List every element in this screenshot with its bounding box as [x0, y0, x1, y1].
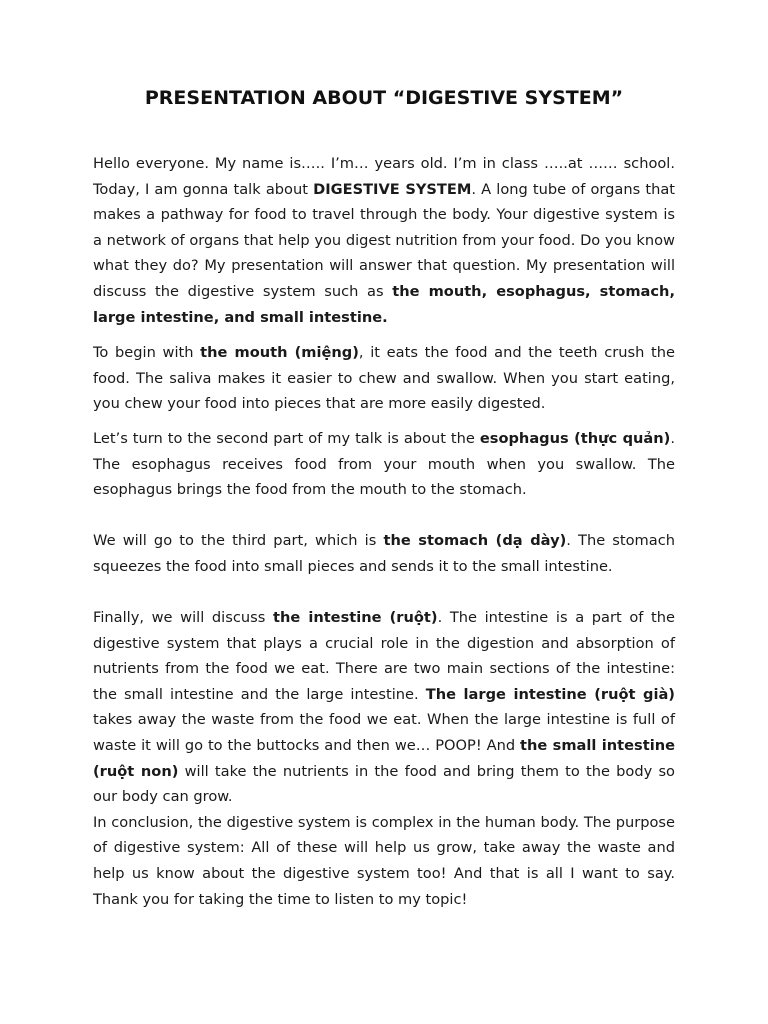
- paragraph-stomach: [93, 528, 675, 579]
- conclusion-text: In conclusion, the digestive system is complex in the human body. The purpose of digestive system: All of these will help us grow, take away the waste and help us know about the digestive system too! And that is all I want to say. Thank you for taking the time to listen to my topic!: [93, 813, 675, 908]
- document-title: PRESENTATION ABOUT “DIGESTIVE SYSTEM”: [144, 87, 624, 109]
- bold-organ-list: the mouth, esophagus, stomach, large intestine, and small intestine.: [93, 282, 675, 326]
- text-run: will take the nutrients in the food and bring them to the body so our body can grow.: [93, 762, 675, 806]
- bold-term-small-intestine: the small intestine (ruột non): [93, 736, 675, 780]
- paragraph-introduction: [93, 151, 675, 330]
- bold-term-large-intestine: The large intestine (ruột già): [425, 685, 675, 703]
- text-run: Let’s turn to the second part of my talk is about the: [93, 430, 480, 447]
- text-run: , it eats the food and the teeth crush the food. The saliva makes it easier to chew and swallow. When you start eating, you chew your food into pieces that are more easily digested.: [93, 344, 675, 413]
- paragraph-mouth: [93, 340, 675, 417]
- paragraph-esophagus: [93, 426, 675, 503]
- bold-term-esophagus: esophagus (thực quản): [479, 430, 671, 447]
- text-run: . The intestine is a part of the digestive system that plays a crucial role in the digestion and absorption of nutrients from the food we eat. There are two main sections of the intestine: the small intestine and the large intestine.: [93, 609, 676, 703]
- bold-term-digestive-system: DIGESTIVE SYSTEM: [313, 180, 472, 198]
- text-run: takes away the waste from the food we eat. When the large intestine is full of waste it will go to the buttocks and then we… POOP! And: [93, 711, 675, 754]
- text-run: To begin with: [93, 344, 201, 361]
- text-run: Hello everyone. My name is….. I’m… years old. I’m in class …..at …… school. Today, I am gonna talk about: [93, 155, 675, 198]
- bold-term-stomach: the stomach (dạ dày): [383, 532, 567, 549]
- bold-term-mouth: the mouth (miệng): [200, 344, 359, 361]
- text-run: Finally, we will discuss: [93, 609, 273, 626]
- bold-term-intestine: the intestine (ruột): [272, 609, 438, 626]
- text-run: . The esophagus receives food from your mouth when you swallow. The esophagus brings the food from the mouth to the stomach.: [93, 430, 675, 499]
- paragraph-intestine-and-conclusion: [93, 605, 675, 912]
- text-run: We will go to the third part, which is: [93, 532, 384, 549]
- text-run: . The stomach squeezes the food into small pieces and sends it to the small intestine.: [93, 532, 675, 575]
- text-run: . A long tube of organs that makes a pathway for food to travel through the body. Your digestive system is a network of organs that help you digest nutrition from your food. Do you know what they do? My presentation will answer that question. My presentation will discuss the digestive system such as: [93, 180, 675, 300]
